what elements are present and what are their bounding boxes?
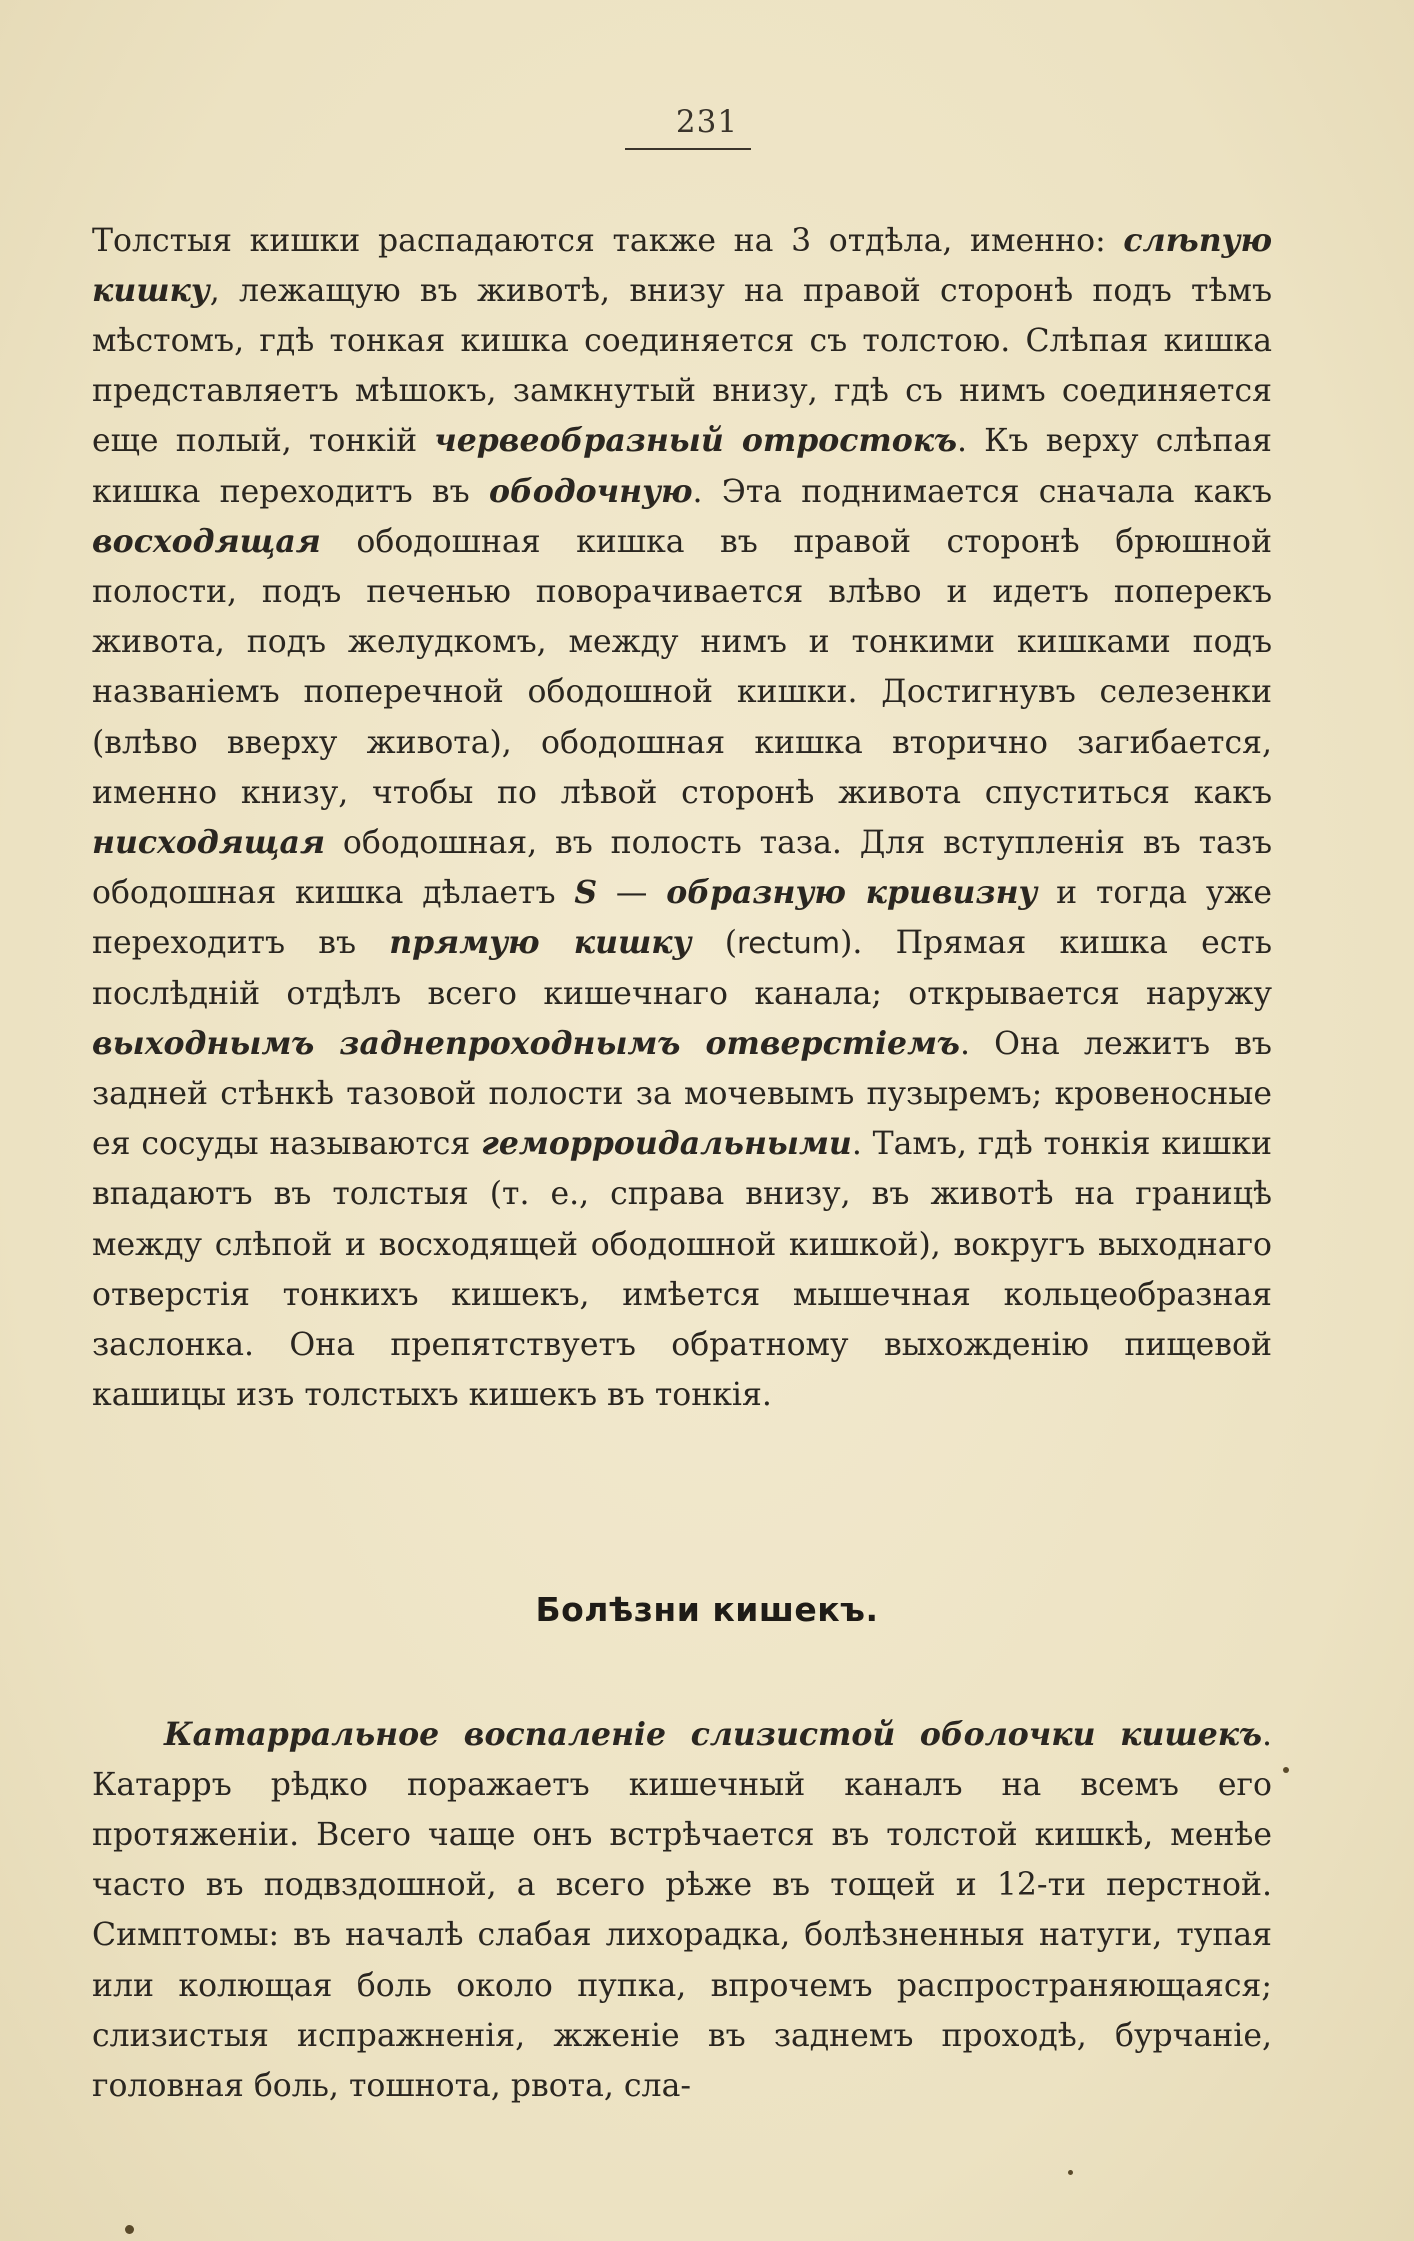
text-run: ободошная, въ полость таза. Для вступленія въ тазъ ободошная кишка дѣлаетъ [92, 824, 1272, 912]
italic-term: образную кривизну [666, 874, 1038, 912]
latin-term: rectum [736, 926, 841, 961]
italic-term: выходнымъ заднепроходнымъ отверстіемъ [92, 1024, 960, 1062]
text-run: . Къ верху слѣпая кишка переходитъ въ [92, 423, 1272, 510]
italic-term: ободочную [488, 472, 693, 510]
italic-term: прямую кишку [389, 924, 692, 962]
page-number: 231 [675, 104, 739, 140]
text-run: . Она лежитъ въ задней стѣнкѣ тазовой полости за мочевымъ пузыремъ; кровеносные ея сосуды называются [92, 1025, 1272, 1163]
italic-term: червеобразный отростокъ [434, 422, 957, 460]
text-run: ). Прямая кишка есть послѣдній отдѣлъ всего кишечнаго канала; открывается наружу [92, 925, 1272, 1012]
text-run: . Эта поднимается сначала какъ [692, 473, 1272, 510]
italic-term: слѣпую кишку [92, 221, 1272, 309]
paper-speck [125, 2225, 134, 2234]
page-number-rule [625, 148, 751, 150]
italic-term: геморроидальными [481, 1125, 852, 1163]
text-run: ободошная кишка въ правой сторонѣ брюшной полости, подъ печенью поворачивается влѣво и идетъ поперекъ живота, подъ желудкомъ, между нимъ и тонкими кишками подъ названіемъ поперечной ободошной кишки. Достигнувъ селезенки (влѣво вверху живота), ободошная кишка вторично загибается, именно книзу, чтобы по лѣвой сторонѣ живота спуститься какъ [92, 523, 1272, 811]
text-run: ( [691, 925, 737, 962]
text-run: и тогда уже переходитъ въ [92, 875, 1273, 962]
text-run: — [597, 875, 667, 912]
italic-term: Катарральное воспаленіе слизистой оболочки кишекъ [164, 1715, 1262, 1753]
body-paragraph-catarrh [92, 1710, 1272, 2112]
text-run: , лежащую въ животѣ, внизу на правой сторонѣ подъ тѣмъ мѣстомъ, гдѣ тонкая кишка соединяется съ толстою. Слѣпая кишка представляетъ мѣшокъ, замкнутый внизу, гдѣ съ нимъ соединяется еще полый, тонкій [92, 272, 1272, 460]
text-run: . Катарръ рѣдко поражаетъ кишечный каналъ на всемъ его протяженіи. Всего чаще онъ встрѣчается въ толстой кишкѣ, менѣе часто въ подвздошной, а всего рѣже въ тощей и 12-ти перстной. Симптомы: въ началѣ слабая лихорадка, болѣзненныя натуги, тупая или колющая боль около пупка, впрочемъ распространяющаяся; слизистыя испражненія, жженіе въ заднемъ проходѣ, бурчаніе, головная боль, тошнота, рвота, сла- [92, 1716, 1272, 2104]
text-run: Толстыя кишки распадаются также на 3 отдѣла, именно: [92, 222, 1124, 259]
italic-term: нисходящая [92, 823, 326, 861]
paper-speck [1068, 2170, 1073, 2175]
section-heading: Болѣзни кишекъ. [535, 1590, 879, 1629]
text-run: . Тамъ, гдѣ тонкія кишки впадаютъ въ толстыя (т. е., справа внизу, въ животѣ на границѣ между слѣпой и восходящей ободошной кишкой), вокругъ выходнаго отверстія тонкихъ кишекъ, имѣется мышечная кольцеобразная заслонка. Она препятствуетъ обратному выхожденію пищевой кашицы изъ толстыхъ кишекъ въ тонкія. [92, 1126, 1272, 1414]
italic-term: S [574, 874, 598, 912]
italic-term: восходящая [92, 522, 321, 560]
paper-speck [1283, 1767, 1289, 1773]
body-paragraph-intro [92, 216, 1272, 1421]
